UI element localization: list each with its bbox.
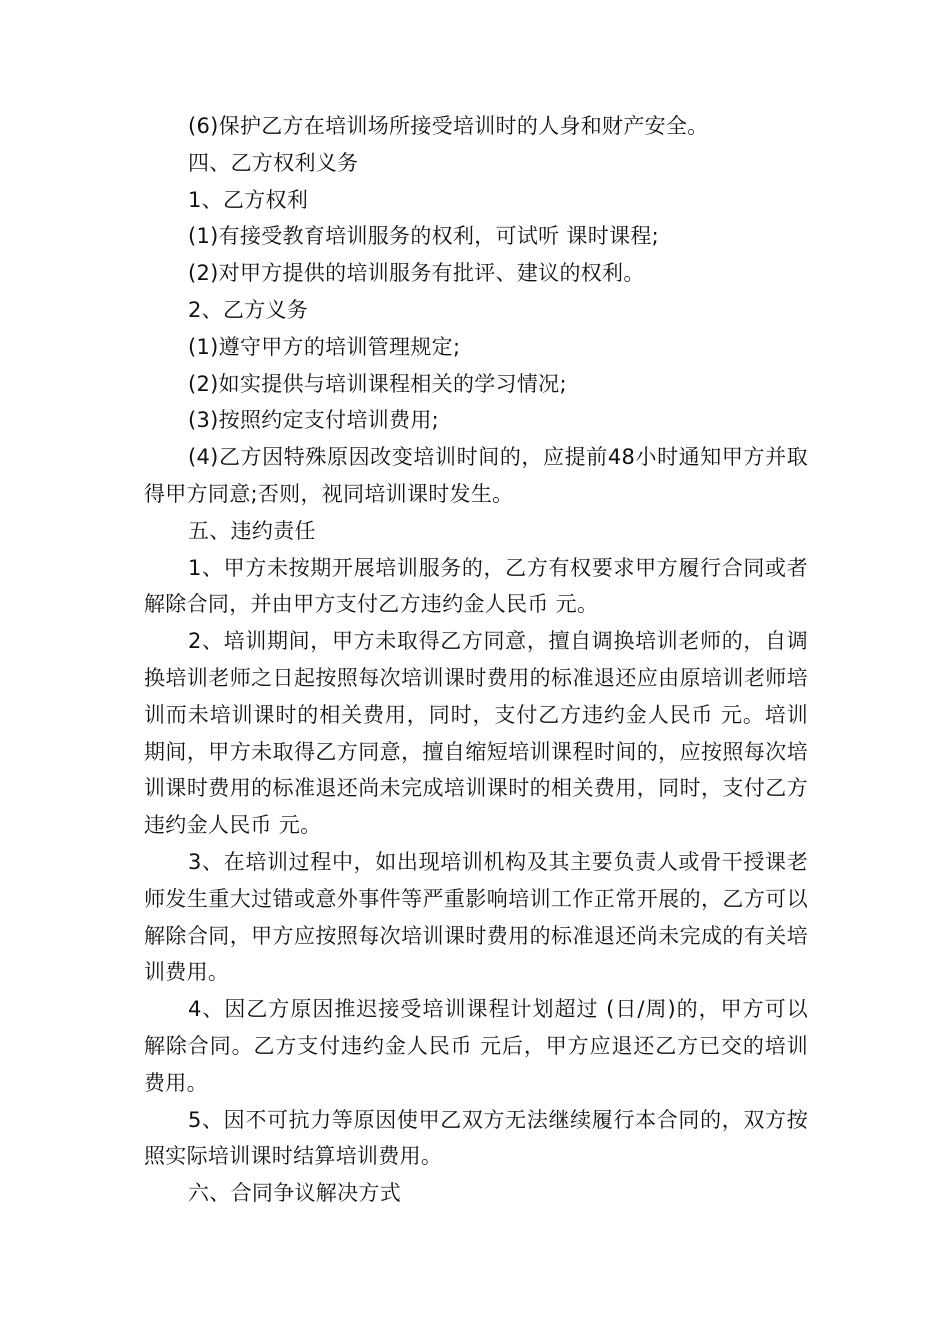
duty-item-4: (4)乙方因特殊原因改变培训时间的，应提前48小时通知甲方并取得甲方同意;否则，视同培训课时发生。 [144,445,808,506]
liability-item-5: 5、因不可抗力等原因使甲乙双方无法继续履行本合同的，双方按照实际培训课时结算培训费用。 [144,1107,808,1169]
section-heading-5: 五、违约责任 [188,518,316,543]
section-heading-6: 六、合同争议解决方式 [188,1181,401,1206]
subheading-party-b-rights: 1、乙方权利 [188,187,309,212]
duty-item-3: (3)按照约定支付培训费用; [188,408,440,433]
right-item-1: (1)有接受教育培训服务的权利，可试听 课时课程; [188,224,659,249]
subheading-party-b-duties: 2、乙方义务 [188,297,309,322]
liability-item-2: 2、培训期间，甲方未取得乙方同意，擅自调换培训老师的，自调换培训老师之日起按照每次培训课时费用的标准退还应由原培训老师培训而未培训课时的相关费用，同时，支付乙方违约金人民币 元。培训期间，甲方未取得乙方同意，擅自缩短培训课程时间的，应按照每次培训课时费用的标准退还尚未完成培训课时的相关费用，同时，支付乙方违约金人民币 元。 [144,629,808,838]
clause-6-safety: (6)保护乙方在培训场所接受培训时的人身和财产安全。 [188,114,709,138]
liability-item-3: 3、在培训过程中，如出现培训机构及其主要负责人或骨干授课老师发生重大过错或意外事件等严重影响培训工作正常开展的，乙方可以解除合同，甲方应按照每次培训课时费用的标准退还尚未完成的有关培训费用。 [144,849,808,985]
duty-item-1: (1)遵守甲方的培训管理规定; [188,334,461,359]
section-heading-4: 四、乙方权利义务 [188,150,359,175]
right-item-2: (2)对甲方提供的培训服务有批评、建议的权利。 [188,261,645,286]
liability-item-4: 4、因乙方原因推迟接受培训课程计划超过 (日/周)的，甲方可以解除合同。乙方支付违约金人民币 元后，甲方应退还乙方已交的培训费用。 [144,997,808,1095]
liability-item-1: 1、甲方未按期开展培训服务的，乙方有权要求甲方履行合同或者解除合同，并由甲方支付乙方违约金人民币 元。 [144,555,808,617]
duty-item-2: (2)如实提供与培训课程相关的学习情况; [188,371,567,396]
document-body [144,108,808,1212]
